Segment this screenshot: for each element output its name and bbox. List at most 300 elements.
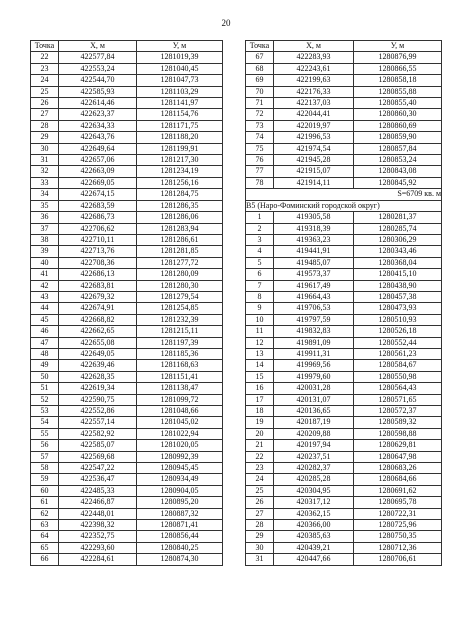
y-coordinate: 1280706,61 — [354, 554, 442, 565]
point-number: 51 — [31, 383, 59, 394]
point-number: 72 — [246, 109, 274, 120]
y-coordinate: 1280855,40 — [354, 98, 442, 109]
point-number: 25 — [246, 485, 274, 496]
point-number: 6 — [246, 269, 274, 280]
y-coordinate: 1280552,44 — [354, 337, 442, 348]
x-coordinate: 421974,54 — [274, 143, 354, 154]
point-number: 78 — [246, 177, 274, 188]
x-coordinate: 422686,73 — [59, 212, 137, 223]
table-row — [246, 269, 442, 280]
point-number: 38 — [31, 234, 59, 245]
point-number: 26 — [31, 98, 59, 109]
table-row — [246, 428, 442, 439]
y-coordinate: 1281286,35 — [137, 200, 223, 211]
table-row — [246, 280, 442, 291]
y-coordinate: 1281283,94 — [137, 223, 223, 234]
y-coordinate: 1280473,93 — [354, 303, 442, 314]
table-row — [246, 109, 442, 120]
point-number: 33 — [31, 177, 59, 188]
y-coordinate: 1281280,30 — [137, 280, 223, 291]
x-coordinate: 422643,76 — [59, 132, 137, 143]
point-number: 29 — [31, 132, 59, 143]
y-coordinate: 1280683,26 — [354, 463, 442, 474]
y-coordinate: 1280843,08 — [354, 166, 442, 177]
table-header-row — [246, 41, 442, 52]
point-number: 46 — [31, 326, 59, 337]
y-coordinate: 1281168,63 — [137, 360, 223, 371]
table-row — [246, 451, 442, 462]
section-title: В5 (Наро-Фоминский городской округ) — [246, 200, 442, 211]
table-row — [246, 234, 442, 245]
point-number: 44 — [31, 303, 59, 314]
x-coordinate: 420439,21 — [274, 542, 354, 553]
x-coordinate: 420366,00 — [274, 520, 354, 531]
table-row — [31, 428, 223, 439]
point-number: 77 — [246, 166, 274, 177]
y-coordinate: 1280712,36 — [354, 542, 442, 553]
y-coordinate: 1280895,20 — [137, 497, 223, 508]
table-row — [246, 348, 442, 359]
point-number: 22 — [31, 52, 59, 63]
table-row — [31, 291, 223, 302]
x-coordinate: 422713,76 — [59, 246, 137, 257]
y-coordinate: 1281040,45 — [137, 63, 223, 74]
y-coordinate: 1281141,97 — [137, 98, 223, 109]
x-coordinate: 419318,39 — [274, 223, 354, 234]
table-row — [246, 63, 442, 74]
y-coordinate: 1280845,92 — [354, 177, 442, 188]
table-row — [246, 394, 442, 405]
point-number: 27 — [31, 109, 59, 120]
point-number: 14 — [246, 360, 274, 371]
table-row — [246, 554, 442, 565]
y-coordinate: 1281232,39 — [137, 314, 223, 325]
table-row — [31, 200, 223, 211]
point-number: 69 — [246, 75, 274, 86]
point-number: 53 — [31, 406, 59, 417]
table-row — [31, 371, 223, 382]
y-coordinate: 1280945,45 — [137, 463, 223, 474]
table-header-row — [31, 41, 223, 52]
x-coordinate: 422674,91 — [59, 303, 137, 314]
x-coordinate: 419664,43 — [274, 291, 354, 302]
x-coordinate: 419706,53 — [274, 303, 354, 314]
table-row — [31, 554, 223, 565]
table-row — [31, 86, 223, 97]
point-number: 39 — [31, 246, 59, 257]
table-row — [246, 223, 442, 234]
y-coordinate: 1281286,06 — [137, 212, 223, 223]
table-row — [31, 520, 223, 531]
y-coordinate: 1280874,30 — [137, 554, 223, 565]
table-row — [31, 497, 223, 508]
y-coordinate: 1280857,84 — [354, 143, 442, 154]
y-coordinate: 1280860,30 — [354, 109, 442, 120]
y-coordinate: 1280415,10 — [354, 269, 442, 280]
x-coordinate: 422655,08 — [59, 337, 137, 348]
point-number: 45 — [31, 314, 59, 325]
x-coordinate: 419911,31 — [274, 348, 354, 359]
table-row — [246, 542, 442, 553]
x-coordinate: 419832,83 — [274, 326, 354, 337]
point-number: 34 — [31, 189, 59, 200]
point-number: 26 — [246, 497, 274, 508]
x-coordinate: 421945,28 — [274, 155, 354, 166]
point-number: 59 — [31, 474, 59, 485]
table-row — [246, 86, 442, 97]
point-number: 23 — [31, 63, 59, 74]
table-row — [31, 143, 223, 154]
x-coordinate: 422553,24 — [59, 63, 137, 74]
table-row — [31, 440, 223, 451]
y-coordinate: 1280343,46 — [354, 246, 442, 257]
y-coordinate: 1280887,32 — [137, 508, 223, 519]
x-coordinate: 420385,63 — [274, 531, 354, 542]
x-coordinate: 420304,95 — [274, 485, 354, 496]
point-number: 32 — [31, 166, 59, 177]
header-x: Х, м — [274, 41, 354, 52]
table-row — [246, 474, 442, 485]
y-coordinate: 1280438,90 — [354, 280, 442, 291]
table-row — [31, 383, 223, 394]
table-row — [246, 166, 442, 177]
x-coordinate: 420285,28 — [274, 474, 354, 485]
point-number: 70 — [246, 86, 274, 97]
y-coordinate: 1281234,19 — [137, 166, 223, 177]
table-row — [246, 520, 442, 531]
table-row — [31, 360, 223, 371]
point-number: 68 — [246, 63, 274, 74]
table-row — [31, 394, 223, 405]
header-point: Точка — [246, 41, 274, 52]
point-number: 30 — [246, 542, 274, 553]
table-row — [31, 120, 223, 131]
coordinates-table-right — [245, 40, 442, 566]
coordinates-table-right-body — [246, 41, 442, 566]
y-coordinate: 1280860,69 — [354, 120, 442, 131]
x-coordinate: 420197,94 — [274, 440, 354, 451]
x-coordinate: 422619,34 — [59, 383, 137, 394]
y-coordinate: 1280564,43 — [354, 383, 442, 394]
x-coordinate: 422686,13 — [59, 269, 137, 280]
x-coordinate: 422557,14 — [59, 417, 137, 428]
point-number: 1 — [246, 212, 274, 223]
x-coordinate: 421914,11 — [274, 177, 354, 188]
x-coordinate: 422552,86 — [59, 406, 137, 417]
y-coordinate: 1280691,62 — [354, 485, 442, 496]
coordinates-table-left-body — [31, 41, 223, 566]
x-coordinate: 419891,09 — [274, 337, 354, 348]
y-coordinate: 1280992,39 — [137, 451, 223, 462]
x-coordinate: 422448,01 — [59, 508, 137, 519]
point-number: 36 — [31, 212, 59, 223]
point-number: 4 — [246, 246, 274, 257]
y-coordinate: 1281048,66 — [137, 406, 223, 417]
y-coordinate: 1280904,05 — [137, 485, 223, 496]
x-coordinate: 422176,33 — [274, 86, 354, 97]
x-coordinate: 422657,06 — [59, 155, 137, 166]
table-row — [246, 143, 442, 154]
point-number: 63 — [31, 520, 59, 531]
y-coordinate: 1281019,39 — [137, 52, 223, 63]
table-row — [246, 508, 442, 519]
x-coordinate: 422466,87 — [59, 497, 137, 508]
point-number: 19 — [246, 417, 274, 428]
point-number: 66 — [31, 554, 59, 565]
table-row — [31, 417, 223, 428]
y-coordinate: 1280306,29 — [354, 234, 442, 245]
y-coordinate: 1281277,72 — [137, 257, 223, 268]
table-row — [246, 383, 442, 394]
y-coordinate: 1280853,24 — [354, 155, 442, 166]
table-row — [31, 269, 223, 280]
table-row — [246, 326, 442, 337]
y-coordinate: 1280866,55 — [354, 63, 442, 74]
table-row — [31, 63, 223, 74]
y-coordinate: 1281045,02 — [137, 417, 223, 428]
y-coordinate: 1280858,18 — [354, 75, 442, 86]
point-number: 48 — [31, 348, 59, 359]
y-coordinate: 1280589,32 — [354, 417, 442, 428]
point-number: 57 — [31, 451, 59, 462]
x-coordinate: 422485,33 — [59, 485, 137, 496]
y-coordinate: 1281279,54 — [137, 291, 223, 302]
table-row — [31, 109, 223, 120]
table-row — [246, 257, 442, 268]
y-coordinate: 1281256,16 — [137, 177, 223, 188]
table-row — [31, 326, 223, 337]
x-coordinate: 422283,93 — [274, 52, 354, 63]
table-row — [246, 531, 442, 542]
table-row — [31, 451, 223, 462]
x-coordinate: 422614,46 — [59, 98, 137, 109]
point-number: 73 — [246, 120, 274, 131]
page-number: 20 — [221, 18, 231, 28]
x-coordinate: 420131,07 — [274, 394, 354, 405]
table-row — [246, 246, 442, 257]
y-coordinate: 1280695,78 — [354, 497, 442, 508]
x-coordinate: 420317,12 — [274, 497, 354, 508]
y-coordinate: 1281020,05 — [137, 440, 223, 451]
table-row — [246, 360, 442, 371]
point-number: 62 — [31, 508, 59, 519]
x-coordinate: 422585,93 — [59, 86, 137, 97]
y-coordinate: 1280876,99 — [354, 52, 442, 63]
x-coordinate: 422398,32 — [59, 520, 137, 531]
y-coordinate: 1281099,72 — [137, 394, 223, 405]
x-coordinate: 422669,05 — [59, 177, 137, 188]
header-x: Х, м — [59, 41, 137, 52]
header-point: Точка — [31, 41, 59, 52]
point-number: 7 — [246, 280, 274, 291]
point-number: 43 — [31, 291, 59, 302]
x-coordinate: 422536,47 — [59, 474, 137, 485]
x-coordinate: 422577,84 — [59, 52, 137, 63]
y-coordinate: 1281254,85 — [137, 303, 223, 314]
y-coordinate: 1281197,39 — [137, 337, 223, 348]
table-row — [31, 257, 223, 268]
y-coordinate: 1280510,93 — [354, 314, 442, 325]
y-coordinate: 1281215,11 — [137, 326, 223, 337]
y-coordinate: 1281103,29 — [137, 86, 223, 97]
y-coordinate: 1281138,47 — [137, 383, 223, 394]
x-coordinate: 420447,66 — [274, 554, 354, 565]
x-coordinate: 419979,60 — [274, 371, 354, 382]
area-note-row — [246, 189, 442, 200]
header-y: У, м — [137, 41, 223, 52]
y-coordinate: 1281154,76 — [137, 109, 223, 120]
table-row — [246, 303, 442, 314]
table-row — [31, 189, 223, 200]
table-row — [31, 314, 223, 325]
x-coordinate: 422137,03 — [274, 98, 354, 109]
point-number: 15 — [246, 371, 274, 382]
x-coordinate: 422590,75 — [59, 394, 137, 405]
point-number: 65 — [31, 542, 59, 553]
x-coordinate: 422674,15 — [59, 189, 137, 200]
point-number: 60 — [31, 485, 59, 496]
x-coordinate: 422649,64 — [59, 143, 137, 154]
x-coordinate: 422284,61 — [59, 554, 137, 565]
point-number: 5 — [246, 257, 274, 268]
point-number: 25 — [31, 86, 59, 97]
y-coordinate: 1280572,37 — [354, 406, 442, 417]
point-number: 42 — [31, 280, 59, 291]
point-number: 27 — [246, 508, 274, 519]
y-coordinate: 1280750,35 — [354, 531, 442, 542]
y-coordinate: 1280561,23 — [354, 348, 442, 359]
x-coordinate: 420136,65 — [274, 406, 354, 417]
x-coordinate: 419441,91 — [274, 246, 354, 257]
x-coordinate: 422639,46 — [59, 360, 137, 371]
table-row — [246, 212, 442, 223]
y-coordinate: 1281217,30 — [137, 155, 223, 166]
x-coordinate: 419573,37 — [274, 269, 354, 280]
point-number: 35 — [31, 200, 59, 211]
table-row — [246, 98, 442, 109]
x-coordinate: 420187,19 — [274, 417, 354, 428]
table-row — [31, 474, 223, 485]
table-row — [246, 75, 442, 86]
x-coordinate: 422199,63 — [274, 75, 354, 86]
point-number: 47 — [31, 337, 59, 348]
table-row — [31, 485, 223, 496]
y-coordinate: 1280647,98 — [354, 451, 442, 462]
x-coordinate: 422293,60 — [59, 542, 137, 553]
table-row — [246, 485, 442, 496]
x-coordinate: 422352,75 — [59, 531, 137, 542]
header-y: У, м — [354, 41, 442, 52]
x-coordinate: 419797,59 — [274, 314, 354, 325]
x-coordinate: 419305,58 — [274, 212, 354, 223]
y-coordinate: 1280584,67 — [354, 360, 442, 371]
y-coordinate: 1280684,66 — [354, 474, 442, 485]
y-coordinate: 1280598,88 — [354, 428, 442, 439]
point-number: 22 — [246, 451, 274, 462]
table-row — [31, 337, 223, 348]
x-coordinate: 422044,41 — [274, 109, 354, 120]
x-coordinate: 422544,70 — [59, 75, 137, 86]
table-row — [246, 406, 442, 417]
x-coordinate: 422683,81 — [59, 280, 137, 291]
point-number: 2 — [246, 223, 274, 234]
y-coordinate: 1281047,73 — [137, 75, 223, 86]
table-row — [246, 177, 442, 188]
y-coordinate: 1280526,18 — [354, 326, 442, 337]
y-coordinate: 1281199,91 — [137, 143, 223, 154]
table-row — [246, 132, 442, 143]
point-number: 54 — [31, 417, 59, 428]
area-note: S=6709 кв. м — [246, 189, 442, 200]
table-row — [31, 234, 223, 245]
x-coordinate: 422649,05 — [59, 348, 137, 359]
x-coordinate: 422243,61 — [274, 63, 354, 74]
point-number: 49 — [31, 360, 59, 371]
y-coordinate: 1280550,98 — [354, 371, 442, 382]
y-coordinate: 1280571,65 — [354, 394, 442, 405]
y-coordinate: 1280368,04 — [354, 257, 442, 268]
table-row — [31, 303, 223, 314]
table-row — [31, 132, 223, 143]
table-row — [246, 314, 442, 325]
y-coordinate: 1280722,31 — [354, 508, 442, 519]
point-number: 37 — [31, 223, 59, 234]
x-coordinate: 422706,62 — [59, 223, 137, 234]
table-row — [31, 212, 223, 223]
point-number: 55 — [31, 428, 59, 439]
x-coordinate: 420237,51 — [274, 451, 354, 462]
point-number: 64 — [31, 531, 59, 542]
y-coordinate: 1281185,36 — [137, 348, 223, 359]
point-number: 71 — [246, 98, 274, 109]
point-number: 20 — [246, 428, 274, 439]
table-row — [31, 98, 223, 109]
table-row — [246, 440, 442, 451]
y-coordinate: 1281151,41 — [137, 371, 223, 382]
point-number: 28 — [31, 120, 59, 131]
y-coordinate: 1280725,96 — [354, 520, 442, 531]
point-number: 11 — [246, 326, 274, 337]
table-row — [246, 120, 442, 131]
coordinates-table-left — [30, 40, 223, 566]
y-coordinate: 1281284,75 — [137, 189, 223, 200]
table-row — [31, 166, 223, 177]
x-coordinate: 422668,82 — [59, 314, 137, 325]
table-row — [31, 406, 223, 417]
x-coordinate: 422623,37 — [59, 109, 137, 120]
x-coordinate: 420209,88 — [274, 428, 354, 439]
y-coordinate: 1280457,38 — [354, 291, 442, 302]
y-coordinate: 1281022,94 — [137, 428, 223, 439]
y-coordinate: 1281280,09 — [137, 269, 223, 280]
point-number: 12 — [246, 337, 274, 348]
x-coordinate: 420031,28 — [274, 383, 354, 394]
y-coordinate: 1281171,75 — [137, 120, 223, 131]
x-coordinate: 422634,33 — [59, 120, 137, 131]
point-number: 9 — [246, 303, 274, 314]
point-number: 28 — [246, 520, 274, 531]
y-coordinate: 1281188,20 — [137, 132, 223, 143]
x-coordinate: 422662,65 — [59, 326, 137, 337]
x-coordinate: 422585,07 — [59, 440, 137, 451]
table-row — [246, 291, 442, 302]
table-row — [31, 531, 223, 542]
table-row — [31, 508, 223, 519]
table-row — [31, 155, 223, 166]
point-number: 17 — [246, 394, 274, 405]
y-coordinate: 1280856,44 — [137, 531, 223, 542]
x-coordinate: 421915,07 — [274, 166, 354, 177]
